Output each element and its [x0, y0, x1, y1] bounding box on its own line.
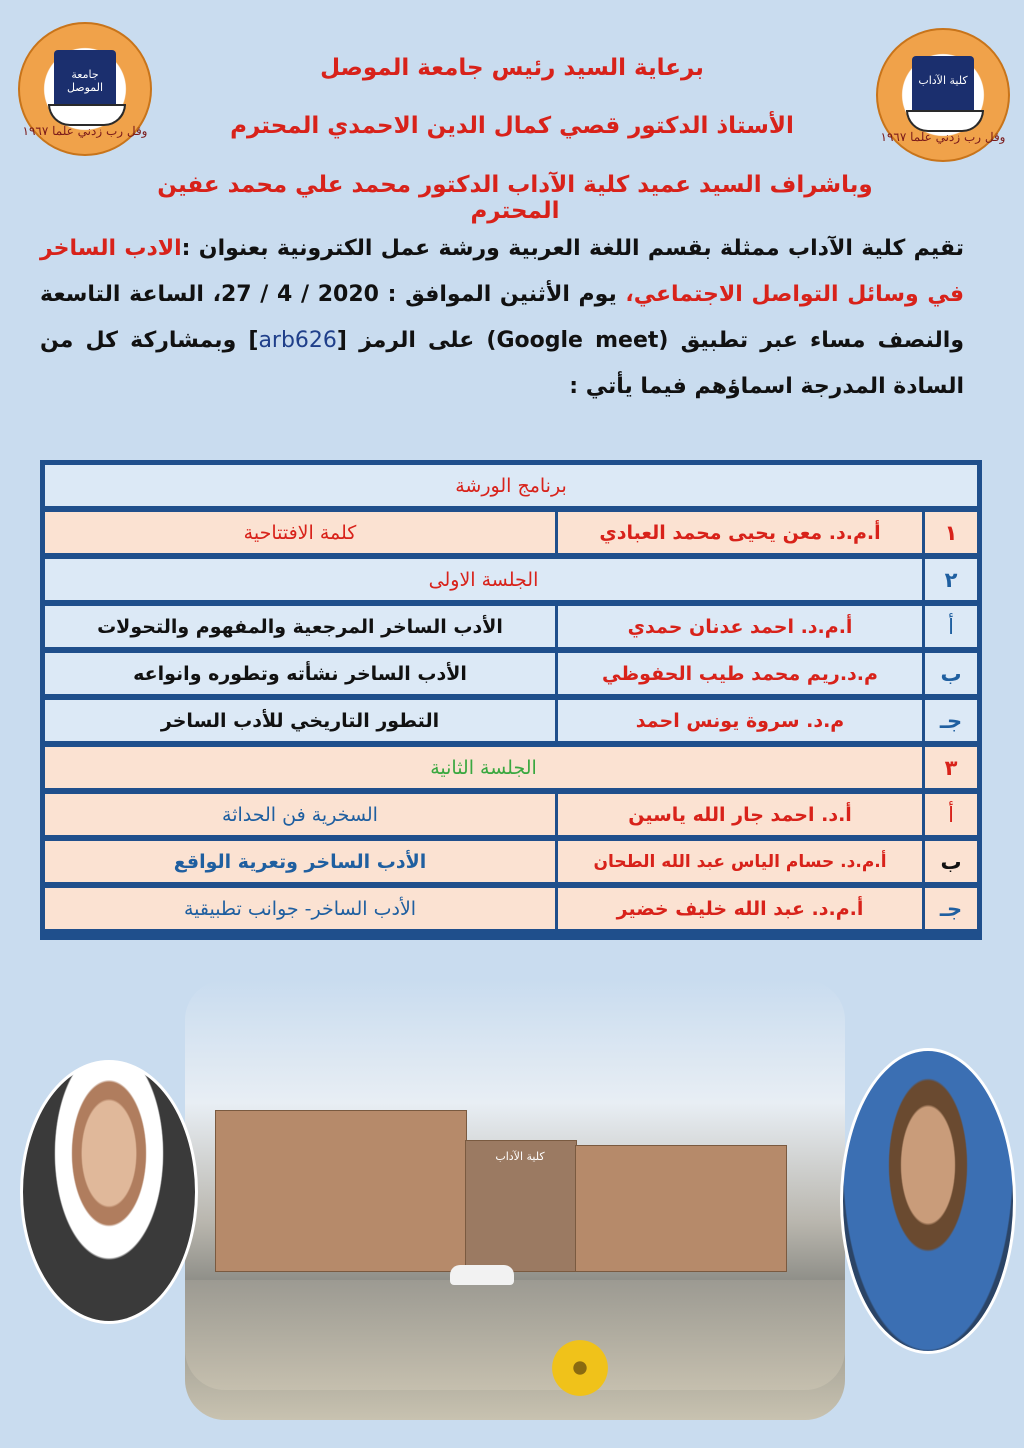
- campus-ground: [185, 1280, 845, 1390]
- car: [450, 1265, 514, 1285]
- president-name: الأستاذ الدكتور قصي كمال الدين الاحمدي المحترم: [230, 113, 794, 139]
- intro-part1: تقيم كلية الآداب ممثلة بقسم اللغة العربية ورشة عمل الكترونية بعنوان :: [181, 236, 964, 261]
- talk-topic: الأدب الساخر المرجعية والمفهوم والتحولات: [45, 606, 555, 647]
- row-number: ٢: [925, 559, 977, 600]
- talk-topic: الأدب الساخر وتعرية الواقع: [45, 841, 555, 882]
- patron-line: برعاية السيد رئيس جامعة الموصل: [320, 55, 704, 81]
- college-logo-tower: [912, 56, 974, 114]
- talk-topic: كلمة الافتتاحية: [45, 512, 555, 553]
- speaker-portrait-left: [20, 1060, 198, 1324]
- speaker-portrait-right: [840, 1048, 1016, 1354]
- speaker-name: أ.م.د. عبد الله خليف خضير: [558, 888, 922, 929]
- speaker-name: أ.م.د. احمد عدنان حمدي: [558, 606, 922, 647]
- intro-part3: ] وبمشاركة كل من السادة المدرجة اسماؤهم فيما يأتي :: [40, 328, 964, 399]
- program-title-row: [43, 463, 979, 507]
- intro-paragraph: [40, 226, 964, 410]
- university-logo-tower: [54, 50, 116, 108]
- table-row: [43, 510, 979, 554]
- row-number: ١: [925, 512, 977, 553]
- university-logo-text: جامعة الموصل: [66, 68, 104, 94]
- row-number: جـ: [925, 888, 977, 929]
- speaker-name: أ.م.د. حسام الياس عبد الله الطحان: [558, 841, 922, 882]
- row-number: ب: [925, 841, 977, 882]
- table-row: [43, 604, 979, 648]
- speaker-name: أ.د. احمد جار الله ياسين: [558, 794, 922, 835]
- talk-topic: الأدب الساخر- جوانب تطبيقية: [45, 888, 555, 929]
- talk-topic: الأدب الساخر نشأته وتطوره وانواعه: [45, 653, 555, 694]
- session-row: [43, 557, 979, 601]
- workshop-title: الادب الساخر في وسائل التواصل الاجتماعي،: [40, 236, 964, 307]
- row-number: ٣: [925, 747, 977, 788]
- table-row: [43, 792, 979, 836]
- flower: [545, 1338, 615, 1398]
- college-logo: [876, 28, 1010, 162]
- building-left-wing: [215, 1110, 467, 1272]
- table-row: [43, 839, 979, 883]
- row-number: جـ: [925, 700, 977, 741]
- session-title: الجلسة الاولى: [45, 559, 922, 600]
- program-table: [40, 460, 982, 940]
- college-logo-text: كلية الآداب: [918, 74, 968, 87]
- book-icon: [48, 104, 126, 126]
- speaker-name: م.د.ريم محمد طيب الحفوظي: [558, 653, 922, 694]
- building-right-wing: [575, 1145, 787, 1272]
- row-number: ب: [925, 653, 977, 694]
- book-icon: [906, 110, 984, 132]
- session-title: الجلسة الثانية: [45, 747, 922, 788]
- intro-part2: يوم الأثنين الموافق : 2020 / 4 / 27، الساعة التاسعة والنصف مساء عبر تطبيق (Google meet) على الرمز [: [40, 282, 965, 353]
- table-row: [43, 651, 979, 695]
- program-title: برنامج الورشة: [45, 465, 977, 506]
- dean-line: وباشراف السيد عميد كلية الآداب الدكتور محمد علي محمد عفين المحترم: [157, 172, 873, 224]
- meeting-code: arb626: [258, 328, 337, 353]
- session-row: [43, 745, 979, 789]
- college-logo-motto: وقل رب زدني علما ١٩٦٧: [880, 130, 1006, 144]
- table-row: [43, 698, 979, 742]
- talk-topic: التطور التاريخي للأدب الساخر: [45, 700, 555, 741]
- row-number: أ: [925, 794, 977, 835]
- university-logo-motto: وقل رب زدني علما ١٩٦٧: [22, 124, 148, 138]
- row-number: أ: [925, 606, 977, 647]
- talk-topic: السخرية فن الحداثة: [45, 794, 555, 835]
- university-logo: [18, 22, 152, 156]
- speaker-name: م.د. سروة يونس احمد: [558, 700, 922, 741]
- table-row: [43, 886, 979, 930]
- speaker-name: أ.م.د. معن يحيى محمد العبادي: [558, 512, 922, 553]
- building-sign: كلية الآداب: [495, 1150, 545, 1163]
